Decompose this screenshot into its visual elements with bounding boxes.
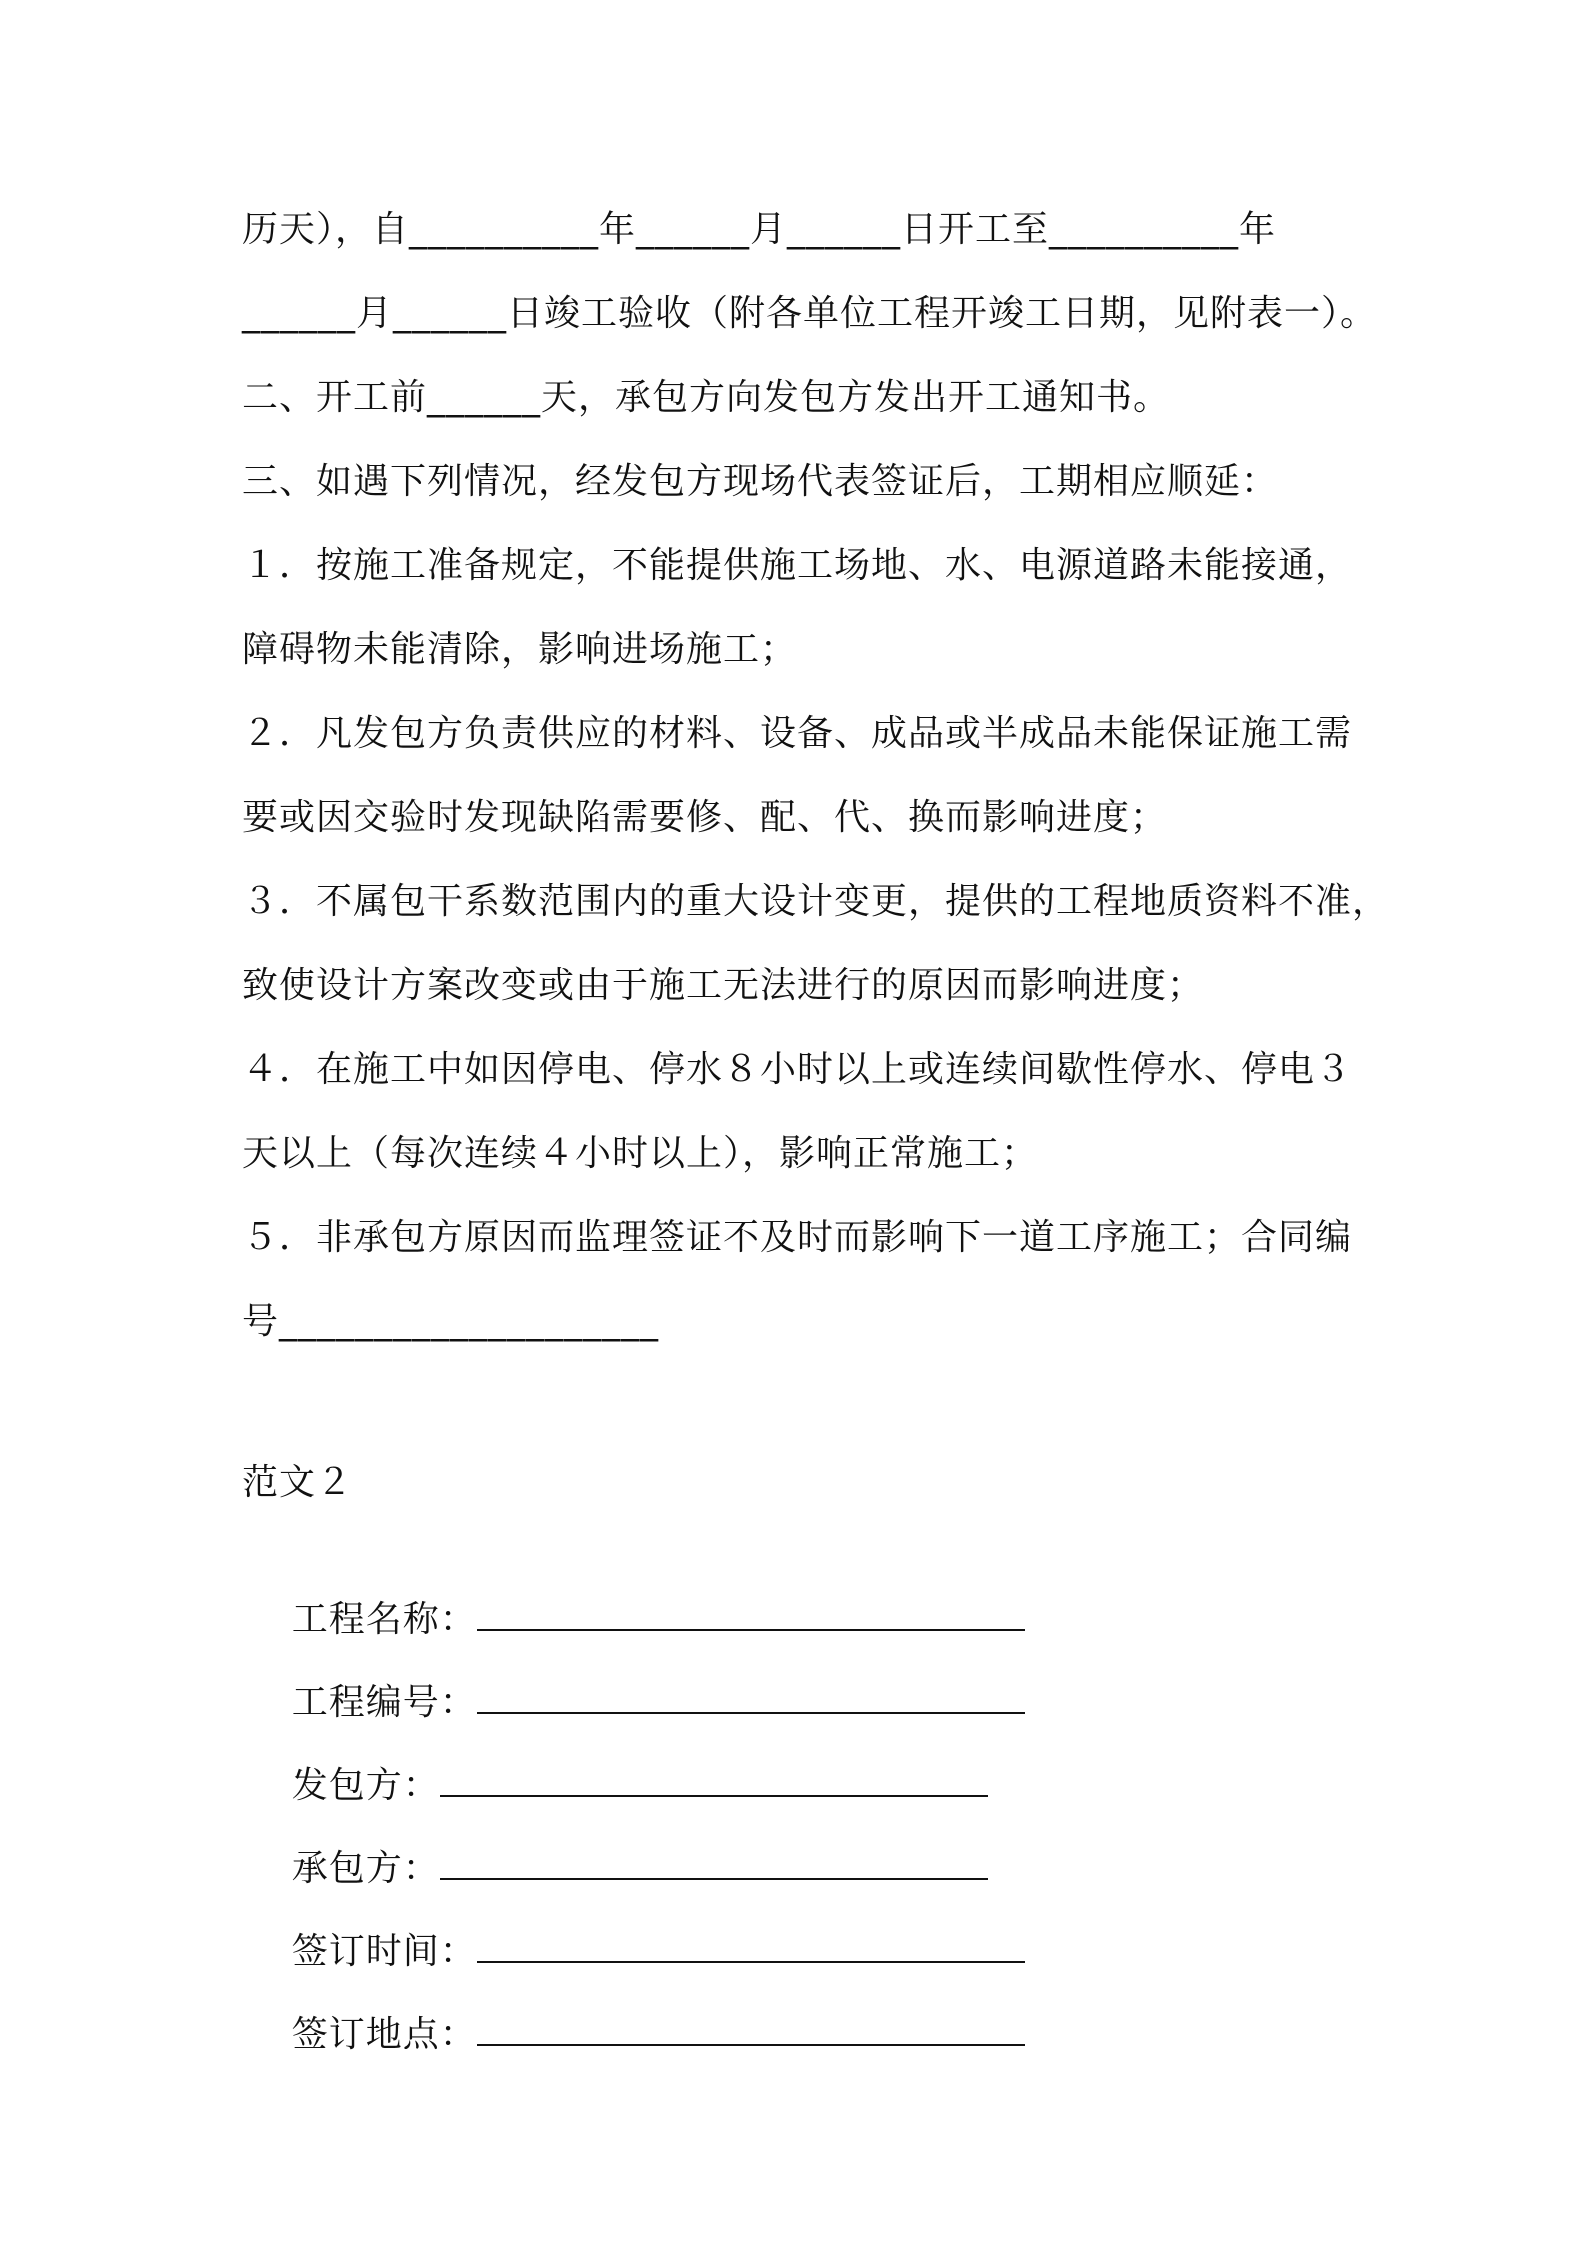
- signing-place-field: [242, 1960, 1025, 2110]
- fill-in-blank[interactable]: [477, 1595, 1025, 1631]
- text-line: 号____________________: [242, 1301, 659, 1342]
- text-line: 障碍物未能清除，影响进场施工；: [242, 629, 798, 670]
- text-line: ４．在施工中如因停电、停水８小时以上或连续间歇性停水、停电３: [242, 1049, 1353, 1090]
- text-line: 天以上（每次连续４小时以上），影响正常施工；: [242, 1133, 1039, 1174]
- text-line: 三、如遇下列情况，经发包方现场代表签证后，工期相应顺延：: [242, 461, 1279, 502]
- field-label: 签订地点：: [291, 2014, 477, 2055]
- fill-in-blank[interactable]: [440, 1761, 988, 1797]
- text-line: 历天），自__________年______月______日开工至__________年: [242, 209, 1277, 250]
- fill-in-blank[interactable]: [477, 1927, 1025, 1963]
- fill-in-blank[interactable]: [440, 1844, 988, 1880]
- fill-in-blank[interactable]: [477, 2010, 1025, 2046]
- field-label: 承包方：: [291, 1848, 440, 1889]
- text-line: ______月______日竣工验收（附各单位工程开竣工日期，见附表一）。: [242, 293, 1378, 334]
- fill-in-blank[interactable]: [477, 1678, 1025, 1714]
- text-line: １．按施工准备规定，不能提供施工场地、水、电源道路未能接通，: [242, 545, 1353, 586]
- field-label: 签订时间：: [291, 1931, 477, 1972]
- field-label: 工程名称：: [291, 1599, 477, 1640]
- section-title: 范文２: [242, 1462, 354, 1503]
- text-line: 要或因交验时发现缺陷需要修、配、代、换而影响进度；: [242, 797, 1168, 838]
- text-line: 致使设计方案改变或由于施工无法进行的原因而影响进度；: [242, 965, 1205, 1006]
- text-line: 二、开工前______天，承包方向发包方发出开工通知书。: [242, 377, 1171, 418]
- text-line: ３．不属包干系数范围内的重大设计变更，提供的工程地质资料不准，: [242, 881, 1390, 922]
- field-label: 工程编号：: [291, 1682, 477, 1723]
- text-line: ２．凡发包方负责供应的材料、设备、成品或半成品未能保证施工需: [242, 713, 1353, 754]
- text-line: ５．非承包方原因而监理签证不及时而影响下一道工序施工；合同编: [242, 1217, 1353, 1258]
- field-label: 发包方：: [291, 1765, 440, 1806]
